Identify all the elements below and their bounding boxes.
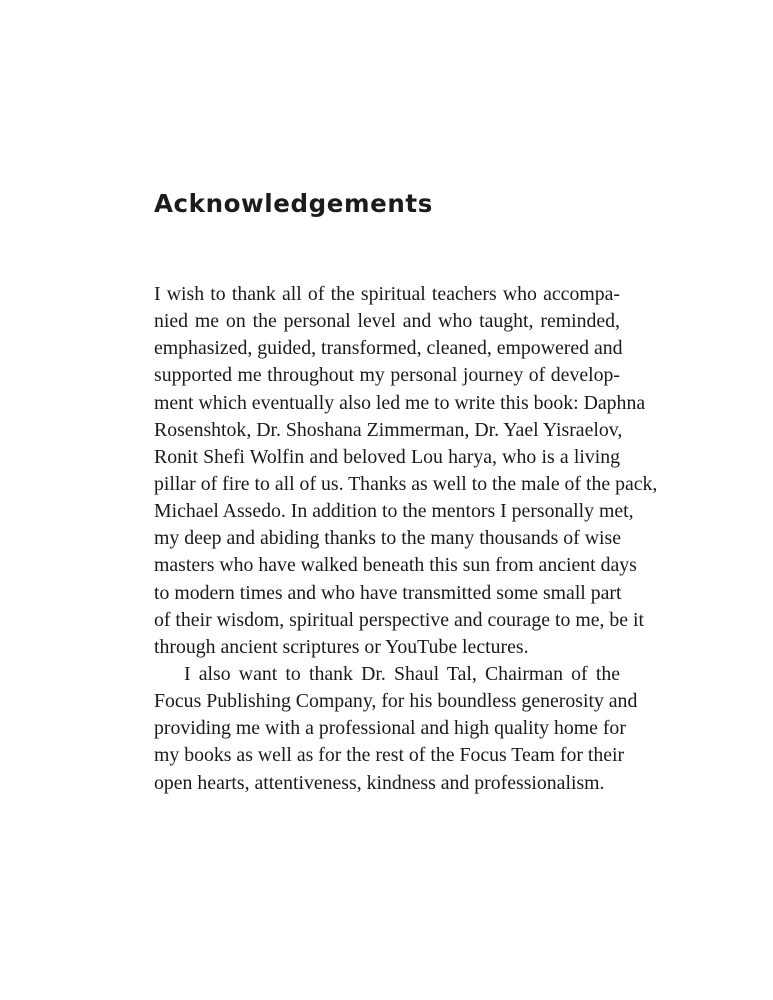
text-line: Focus Publishing Company, for his boundless generosity and <box>154 690 638 713</box>
text-line: ment which eventually also led me to write this book: Daphna <box>154 391 646 414</box>
text-line: Michael Assedo. In addition to the mentors I personally met, <box>154 500 634 523</box>
text-line: pillar of fire to all of us. Thanks as well to the male of the pack, <box>154 472 658 495</box>
text-line: providing me with a professional and high quality home for <box>154 717 626 740</box>
page-title: Acknowledgements <box>154 189 433 218</box>
text-line: to modern times and who have transmitted some small part <box>154 581 622 604</box>
body-text <box>154 281 658 797</box>
text-line: my deep and abiding thanks to the many thousands of wise <box>154 527 621 550</box>
text-line: Ronit Shefi Wolfin and beloved Lou harya, who is a living <box>154 445 620 468</box>
text-line: my books as well as for the rest of the Focus Team for their <box>154 744 625 767</box>
text-line: masters who have walked beneath this sun from ancient days <box>154 554 637 577</box>
text-line: emphasized, guided, transformed, cleaned, empowered and <box>154 337 623 360</box>
text-line: Rosenshtok, Dr. Shoshana Zimmerman, Dr. Yael Yisraelov, <box>154 418 623 441</box>
paragraph-2 <box>154 661 638 797</box>
text-line: of their wisdom, spiritual perspective and courage to me, be it <box>154 608 644 631</box>
text-line: I wish to thank all of the spiritual teachers who accompa- <box>154 283 620 305</box>
text-line: supported me throughout my personal journey of develop- <box>154 364 620 387</box>
text-line: open hearts, attentiveness, kindness and professionalism. <box>154 771 605 794</box>
text-line: through ancient scriptures or YouTube lectures. <box>154 635 529 658</box>
text-line: I also want to thank Dr. Shaul Tal, Chairman of the <box>184 662 620 685</box>
text-line: nied me on the personal level and who taught, reminded, <box>154 310 620 333</box>
paragraph-1 <box>154 281 658 661</box>
